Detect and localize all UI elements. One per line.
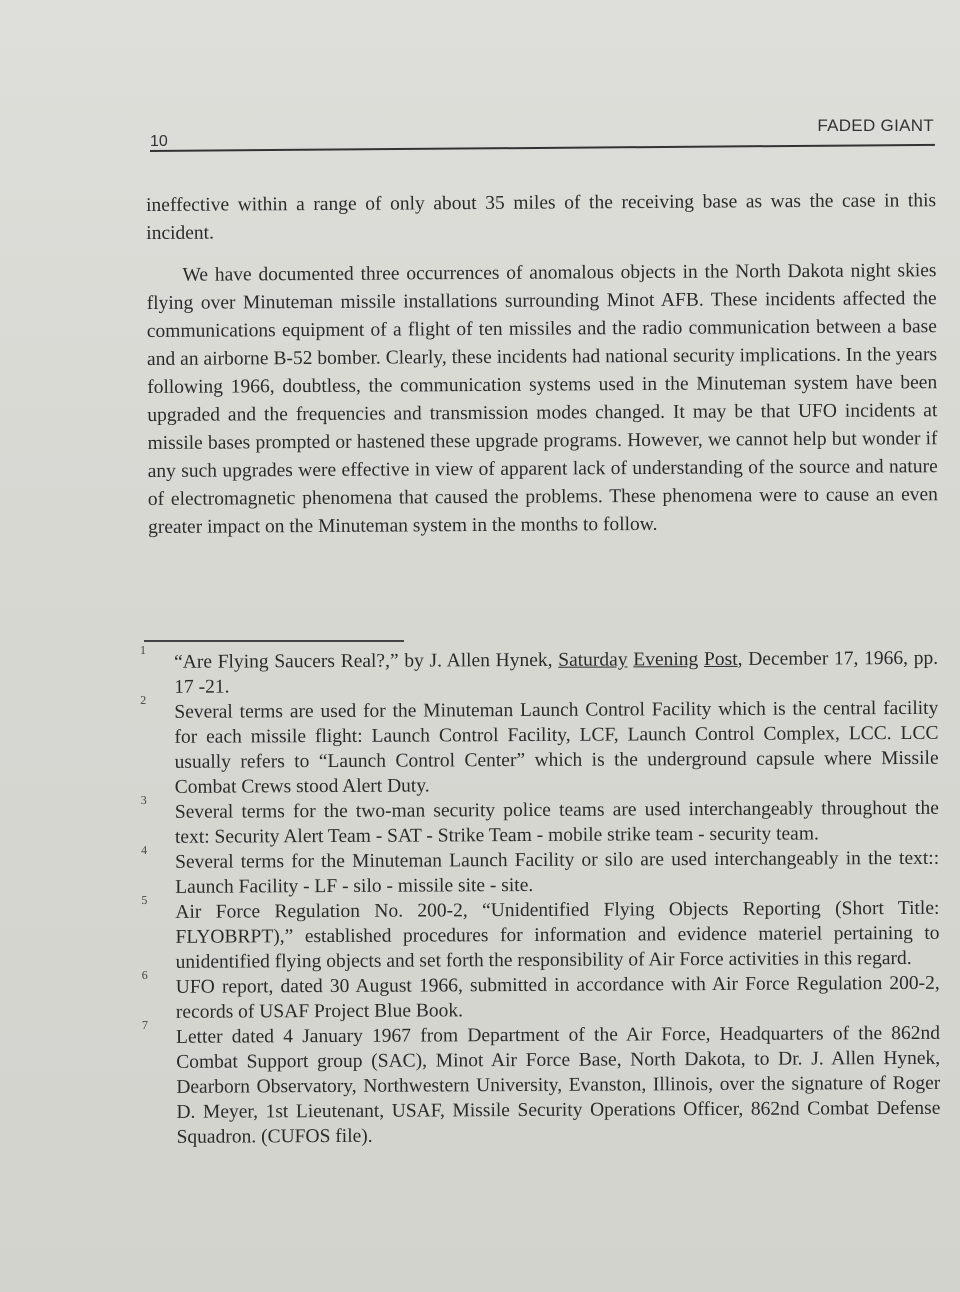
footnote-text: “Are Flying Saucers Real?,” by J. Allen Hynek,	[174, 649, 559, 673]
footnote-number: 3	[140, 792, 147, 807]
footnote-number: 7	[141, 1017, 149, 1032]
footnotes	[139, 642, 941, 1150]
running-head-title: FADED GIANT	[817, 116, 934, 135]
paragraph-main: We have documented three occurrences of anomalous objects in the North Dakota night skies flying over Minuteman missile installations surrounding Minot AFB. These incidents affected the communications equipment of a flight of ten missiles and the radio communication between a base and an airborne B-52 bomber. Clearly, these incidents had national security implications. In the years following 1966, doubtless, the communication systems used in the Minuteman system have been upgraded and the frequencies and transmission modes changed. It may be that UFO incidents at missile bases prompted or hastened these upgrade programs. However, we cannot help but wonder if any such upgrades were effective in view of apparent lack of understanding of the source and nature of electromagnetic phenomena that caused the problems. These phenomena were to cause an even greater impact on the Minuteman system in the months to follow.	[146, 260, 938, 538]
footnote-text: Several terms for the Minuteman Launch Facility or silo are used interchangeably in the text:: Launch Facility - LF - silo - missile site - site.	[175, 847, 940, 898]
footnote-number: 2	[140, 692, 147, 707]
footnote-1	[139, 642, 939, 700]
footnote-text: Letter dated 4 January 1967 from Department of the Air Force, Headquarters of the 862nd Combat Support group (SAC), Minot Air Force Base, North Dakota, to Dr. J. Allen Hynek, Dearborn Observatory, Northwestern University, Evanston, Illinois, over the signature of Roger D. Meyer, 1st Lieutenant, USAF, Missile Security Operations Officer, 862nd Combat Defense Squadron. (CUFOS file).	[175, 1022, 941, 1148]
footnote-5	[141, 892, 940, 975]
page-number: 10	[150, 133, 168, 150]
footnote-text: Several terms are used for the Minuteman Launch Control Facility which is the central facility for each missile flight: Launch Control Facility, LCF, Launch Control Complex, LCC. LCC usually refers to “Launch Control Center” which is the underground capsule where Missile Combat Crews stood Alert Duty.	[174, 697, 939, 798]
footnote-publication: Post	[703, 648, 738, 671]
paragraph-continuation: ineffective within a range of only about 35 miles of the receiving base as was the case in this incident.	[146, 190, 937, 244]
footnote-text: Air Force Regulation No. 200-2, “Unidentified Flying Objects Reporting (Short Title: FLYOBRPT),” established procedures for information and evidence materiel pertaining to unidentified flying objects and set forth the responsibility of Air Force activities in this regard.	[175, 897, 940, 973]
footnote-number: 5	[141, 892, 148, 907]
footnote-text: , December 17, 1966, pp. 17 -21.	[174, 647, 939, 698]
footnote-number: 1	[139, 642, 147, 657]
footnote-text: Several terms for the two-man security police teams are used interchangeably throughout the text: Security Alert Team - SAT - Strike Team - mobile strike team - security team.	[174, 797, 939, 848]
footnote-publication: Saturday	[558, 649, 628, 671]
footnote-4	[141, 842, 940, 900]
body-text	[146, 187, 938, 556]
footnote-text: UFO report, dated 30 August 1966, submitted in accordance with Air Force Regulation 200-2, records of USAF Project Blue Book.	[175, 972, 940, 1023]
footnote-number: 6	[141, 967, 148, 982]
footnote-rule	[144, 640, 404, 642]
footnote-3	[140, 792, 939, 850]
footnote-7	[141, 1017, 941, 1150]
footnote-2	[140, 692, 939, 800]
footnote-publication: Evening	[633, 649, 699, 671]
header-rule	[150, 144, 935, 152]
footnote-6	[141, 967, 940, 1025]
footnote-number: 4	[141, 842, 148, 857]
